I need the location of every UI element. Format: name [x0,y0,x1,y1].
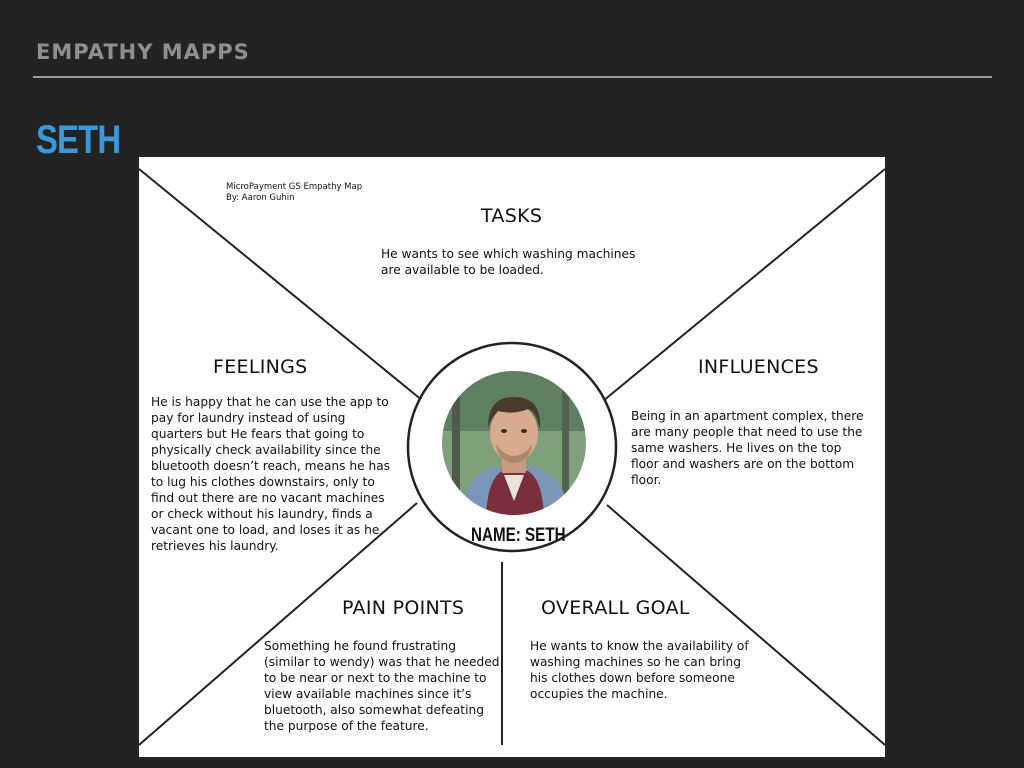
empathy-map [139,157,885,757]
person-photo-icon [442,371,586,515]
overall-goal-heading: OVERALL GOAL [541,597,690,619]
tasks-text: He wants to see which washing machines are available to be loaded. [381,247,636,277]
feelings-text: He is happy that he can use the app to pay for laundry instead of using quarters but He fears that going to physically check availability since the bluetooth doesn’t reach, means he has to lug his clothes downstairs, only to find out there are no vacant machines or check without his laundry, finds a vacant one to load, and loses it as he retrieves his laundry. [151,395,391,553]
pain-points-heading: PAIN POINTS [342,597,465,619]
tasks-heading: TASKS [481,205,543,227]
divider-bottom-right [607,505,885,745]
overall-goal-text: He wants to know the availability of washing machines so he can bring his clothes down before someone occupies the machine. [530,639,749,701]
influences-text: Being in an apartment complex, there are many people that need to use the same washers. He lives on the top floor and washers are on the bottom floor. [631,409,864,487]
feelings-heading: FEELINGS [213,356,308,378]
pain-points-text: Something he found frustrating (similar to wendy) was that he needed to be near or next to the machine to view available machines since it’s bluetooth, also somewhat defeating the purpose of the feature. [264,639,500,733]
influences-heading: INFLUENCES [698,356,819,378]
slide-title: EMPATHY MAPPS [36,40,250,64]
persona-title: SETH [36,118,121,162]
map-credit [226,182,362,204]
title-divider [33,76,992,78]
credit-title: MicroPayment GS Empathy Map [226,182,363,192]
credit-author: By: Aaron Guhin [226,193,295,203]
persona-name-label: NAME: SETH [471,525,566,546]
